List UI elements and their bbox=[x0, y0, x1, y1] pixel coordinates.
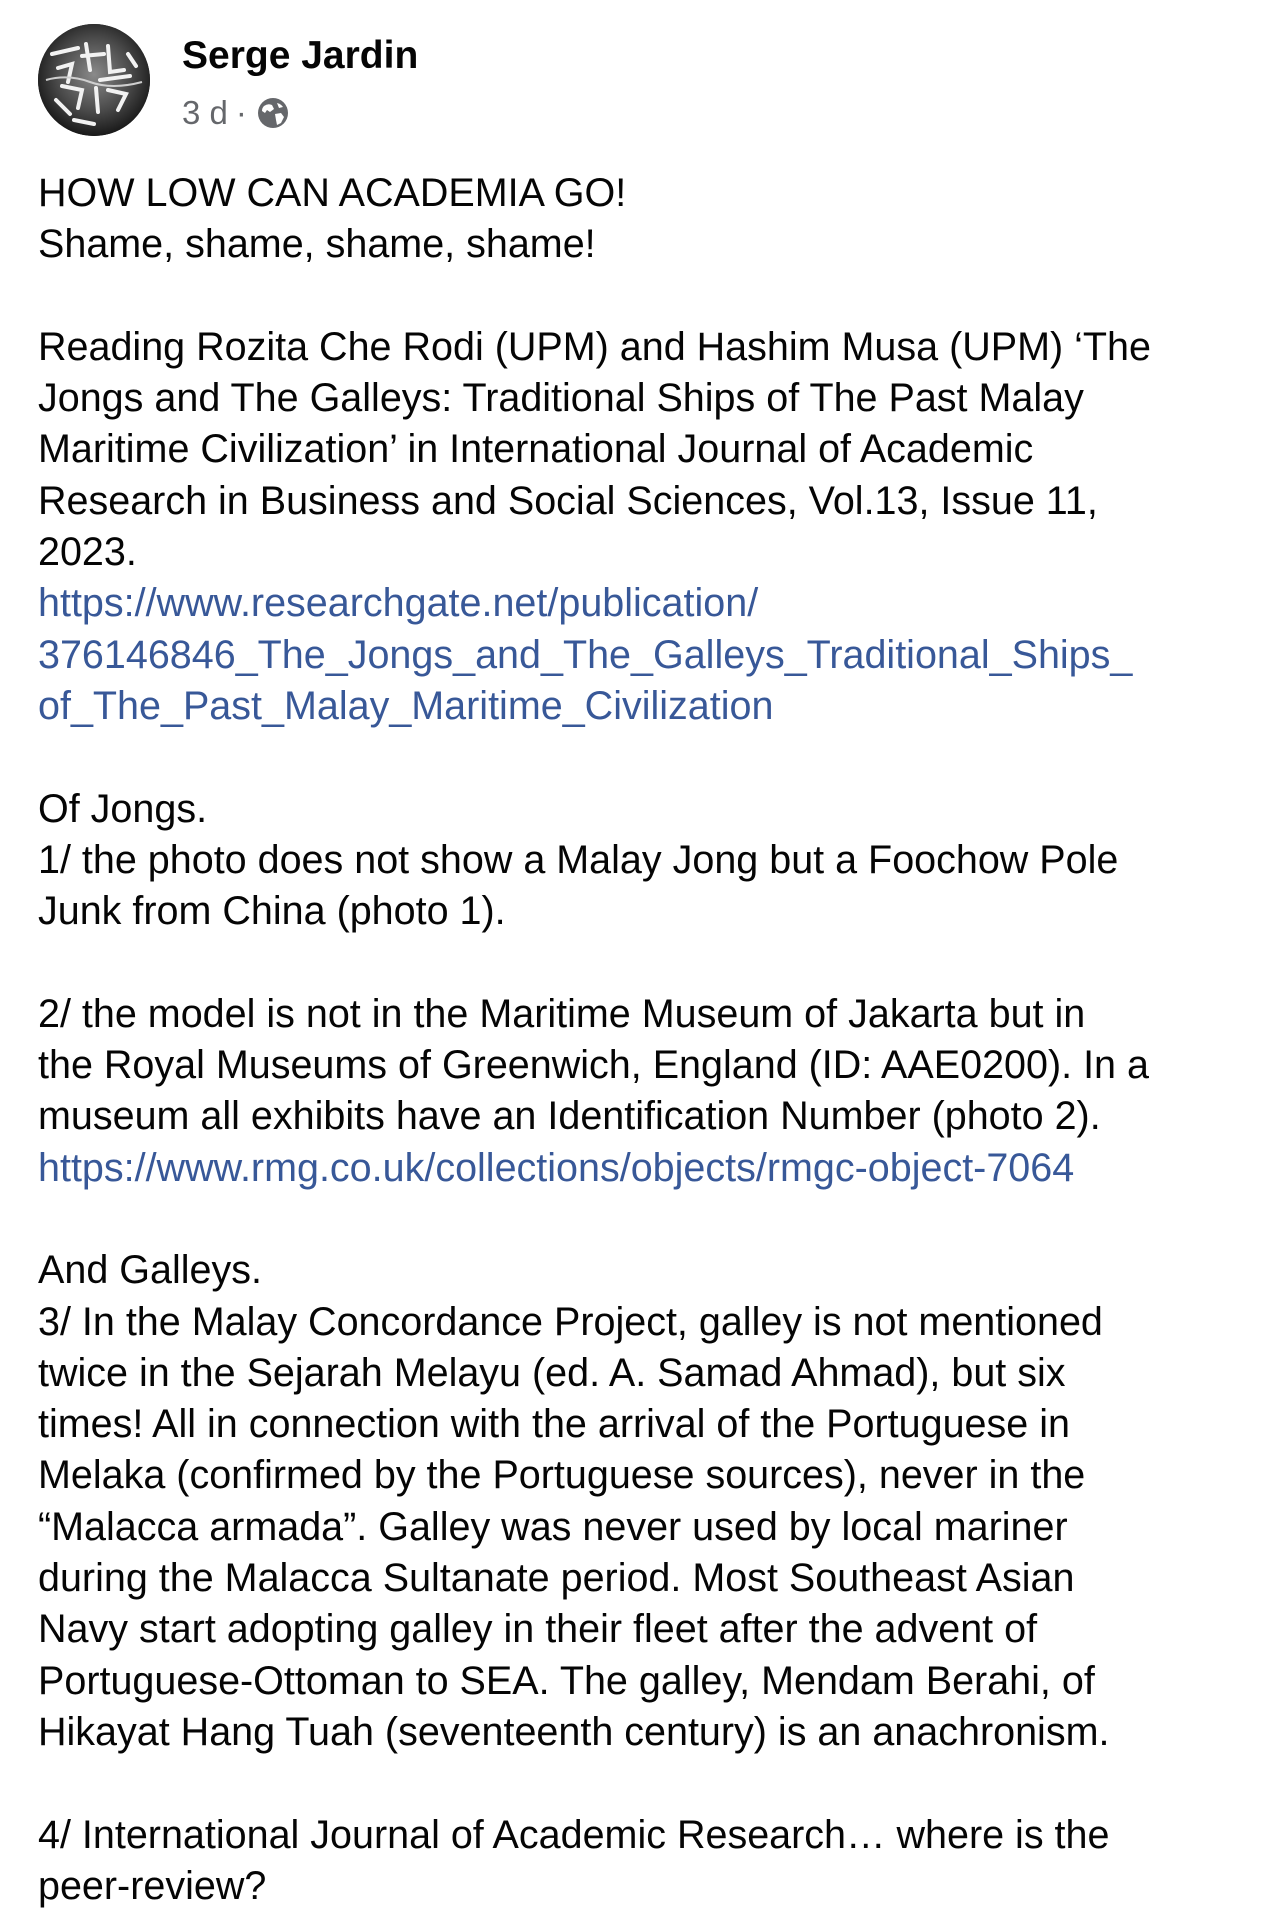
post-line: museum all exhibits have an Identification Number (photo 2). bbox=[38, 1094, 1101, 1139]
avatar-image bbox=[38, 24, 150, 136]
author-name[interactable]: Serge Jardin bbox=[182, 34, 419, 77]
post-line: 4/ International Journal of Academic Research… where is the bbox=[38, 1812, 1110, 1857]
post-line: 2/ the model is not in the Maritime Museum of Jakarta but in bbox=[38, 991, 1086, 1036]
post-link[interactable]: 376146846_The_Jongs_and_The_Galleys_Traditional_Ships_ bbox=[38, 632, 1133, 677]
post-line: Research in Business and Social Sciences, Vol.13, Issue 11, bbox=[38, 478, 1098, 523]
post-text bbox=[38, 168, 1258, 1912]
post-line: Maritime Civilization’ in International Journal of Academic bbox=[38, 427, 1034, 472]
post-line: 2023. bbox=[38, 530, 137, 575]
post-line: Navy start adopting galley in their fleet after the advent of bbox=[38, 1607, 1038, 1652]
post-line: And Galleys. bbox=[38, 1248, 262, 1293]
post-line: Jongs and The Galleys: Traditional Ships of The Past Malay bbox=[38, 376, 1084, 421]
post-line: Of Jongs. bbox=[38, 786, 208, 831]
post-line: the Royal Museums of Greenwich, England (ID: AAE0200). In a bbox=[38, 1043, 1149, 1088]
post-line: Melaka (confirmed by the Portuguese sources), never in the bbox=[38, 1453, 1086, 1498]
post-paragraph bbox=[38, 989, 1258, 1194]
meta-separator: · bbox=[235, 94, 247, 131]
post-line: during the Malacca Sultanate period. Most Southeast Asian bbox=[38, 1556, 1075, 1601]
post-line: HOW LOW CAN ACADEMIA GO! bbox=[38, 171, 627, 215]
post-line: times! All in connection with the arrival of the Portuguese in bbox=[38, 1402, 1070, 1447]
post-line: 3/ In the Malay Concordance Project, galley is not mentioned bbox=[38, 1299, 1103, 1344]
avatar[interactable] bbox=[38, 24, 150, 136]
post-line: twice in the Sejarah Melayu (ed. A. Samad Ahmad), but six bbox=[38, 1350, 1066, 1395]
post-paragraph bbox=[38, 784, 1258, 938]
post-line: 1/ the photo does not show a Malay Jong but a Foochow Pole bbox=[38, 837, 1119, 882]
post-link[interactable]: of_The_Past_Malay_Maritime_Civilization bbox=[38, 683, 774, 728]
post-line: Shame, shame, shame, shame! bbox=[38, 222, 596, 267]
post-paragraph bbox=[38, 1810, 1258, 1913]
post-line: Hikayat Hang Tuah (seventeenth century) is an anachronism. bbox=[38, 1709, 1110, 1754]
post-paragraph bbox=[38, 1245, 1258, 1758]
post-paragraph bbox=[38, 322, 1258, 732]
post-link[interactable]: https://www.researchgate.net/publication/ bbox=[38, 581, 759, 626]
post-paragraph bbox=[38, 168, 1258, 271]
post-line: Reading Rozita Che Rodi (UPM) and Hashim Musa (UPM) ‘The bbox=[38, 324, 1151, 369]
post-header bbox=[38, 24, 1238, 136]
post-meta bbox=[182, 90, 291, 136]
post-line: peer-review? bbox=[38, 1863, 267, 1908]
globe-icon[interactable] bbox=[255, 95, 291, 131]
post-line: Portuguese-Ottoman to SEA. The galley, Mendam Berahi, of bbox=[38, 1658, 1095, 1703]
post-line: “Malacca armada”. Galley was never used by local mariner bbox=[38, 1504, 1068, 1549]
post-line: Junk from China (photo 1). bbox=[38, 889, 506, 934]
post-link[interactable]: https://www.rmg.co.uk/collections/objects/rmgc-object-7064 bbox=[38, 1145, 1075, 1190]
post-time[interactable]: 3 d bbox=[182, 94, 228, 131]
